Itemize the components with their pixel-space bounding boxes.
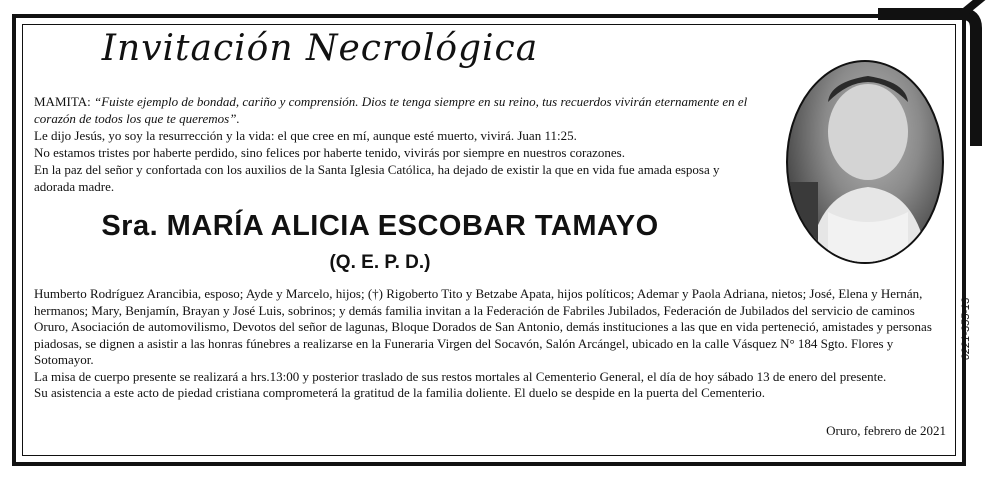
intro-section <box>34 93 754 195</box>
mamita-quote: “Fuiste ejemplo de bondad, cariño y comprensión. Dios te tenga siempre en su reino, tus recuerdos vivirán eternamente en el corazón de todos los que te queremos”. <box>34 94 748 126</box>
portrait-silhouette <box>788 62 942 262</box>
intro-line-4: En la paz del señor y confortada con los auxilios de la Santa Iglesia Católica, ha dejado de existir la que en vida fue amada esposa y adorada madre. <box>34 162 720 194</box>
family-paragraph: Humberto Rodríguez Arancibia, esposo; Ayde y Marcelo, hijos; (†) Rigoberto Tito y Betzabe Apata, hijos políticos; Ademar y Paola Adriana, nietos; José, Elena y Hernán, hermanos; Mary, Benjamín, Brayan y José Luis, sobrinos; y demás familia invitan a la Federación de Fabriles Jubilados, Federación de Jubilados del servicio de caminos Oruro, Asociación de automovilismo, Devotos del señor de lagunas, Bloque Dorados de San Antonio, demás instituciones a las que en vida perteneció, amistades y personas piadosas, se dignen a asistir a las honras fúnebres a realizarse en la Funeraria Virgen del Socavón, Salón Arcángel, ubicado en la calle Vásquez N° 184 Sgto. Flores y Sotomayor. <box>34 286 932 367</box>
intro-quote-paragraph <box>34 93 754 127</box>
portrait-photo <box>786 60 944 264</box>
closing-paragraph: Su asistencia a este acto de piedad cristiana comprometerá la gratitud de la familia doliente. El duelo se despide en la puerta del Cementerio. <box>34 385 765 400</box>
signature-line: Oruro, febrero de 2021 <box>826 423 946 438</box>
bible-verse: Le dijo Jesús, yo soy la resurrección y la vida: el que cree en mí, aunque esté muerto, vivirá. Juan 11:25. <box>34 128 577 143</box>
intro-line-3: No estamos tristes por haberte perdido, sino felices por haberte tenido, vivirás por siempre en nuestros corazones. <box>34 145 625 160</box>
ad-code: 0221-355-13 <box>960 297 972 360</box>
qepd-label: (Q. E. P. D.) <box>329 252 431 273</box>
body-section <box>34 286 942 402</box>
deceased-name: Sra. MARÍA ALICIA ESCOBAR TAMAYO <box>101 210 659 242</box>
mamita-label: MAMITA: <box>34 94 94 109</box>
notice-title: Invitación Necrológica <box>101 28 539 69</box>
mass-paragraph: La misa de cuerpo presente se realizará a hrs.13:00 y posterior traslado de sus restos mortales al Cementerio General, el día de hoy sábado 13 de enero del presente. <box>34 368 887 384</box>
